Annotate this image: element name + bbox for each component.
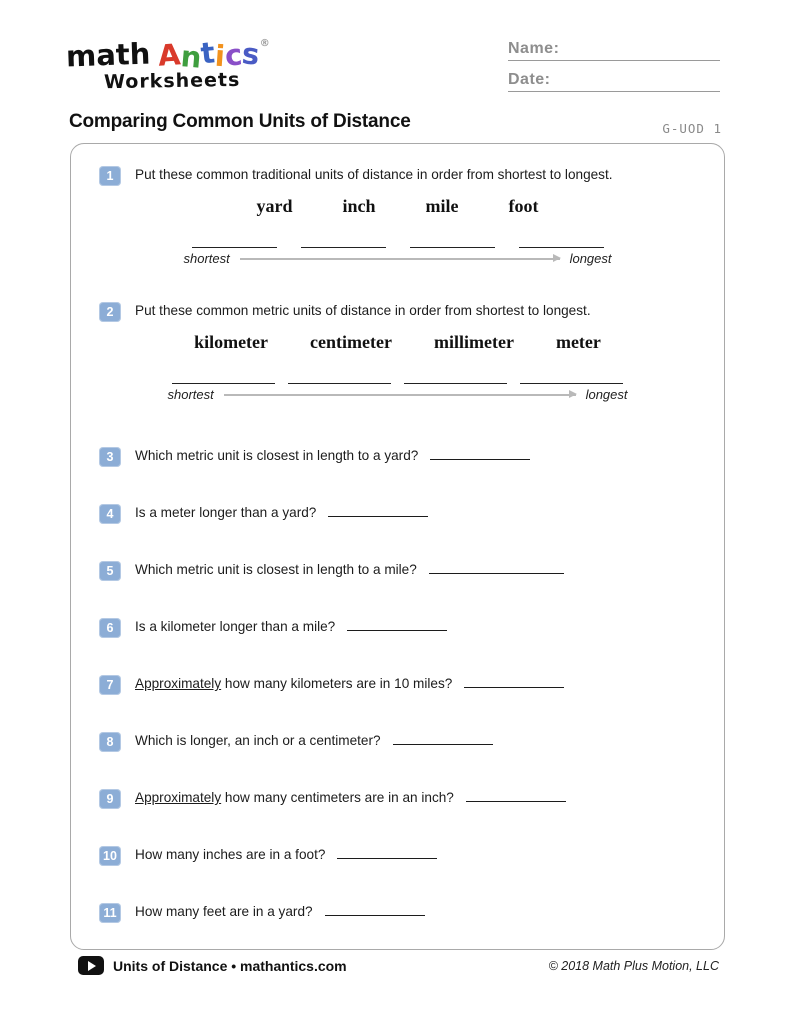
- question-text: How many feet are in a yard?: [135, 902, 425, 922]
- longest-label: longest: [569, 250, 612, 266]
- question-number-badge: 7: [99, 675, 121, 695]
- answer-blank[interactable]: [464, 675, 564, 688]
- question-text: How many inches are in a foot?: [135, 845, 437, 865]
- question-10: [99, 845, 696, 866]
- answer-blank[interactable]: [404, 372, 507, 384]
- answer-blank[interactable]: [288, 372, 391, 384]
- answer-blanks-row: [99, 372, 696, 384]
- question-number-badge: 5: [99, 561, 121, 581]
- answer-blank[interactable]: [301, 236, 386, 248]
- answer-blanks-row: [99, 236, 696, 248]
- question-7: [99, 674, 696, 695]
- question-1: [99, 165, 696, 267]
- longest-label: longest: [585, 386, 628, 402]
- footer-title: Units of Distance • mathantics.com: [113, 957, 347, 974]
- page-title: Comparing Common Units of Distance: [69, 111, 411, 132]
- question-11: [99, 902, 696, 923]
- logo-worksheets-text: Worksheets: [103, 68, 241, 94]
- unit-word: meter: [555, 331, 601, 352]
- registered-trademark-icon: ®: [259, 38, 270, 49]
- question-number-badge: 10: [99, 846, 121, 866]
- unit-word: foot: [508, 195, 539, 216]
- question-number-badge: 2: [99, 302, 121, 322]
- shortest-label: shortest: [167, 386, 214, 402]
- unit-word-bank: [99, 193, 696, 219]
- answer-blank[interactable]: [410, 236, 495, 248]
- logo-wordmark: [65, 35, 286, 75]
- question-text: Which is longer, an inch or a centimeter?: [135, 731, 493, 751]
- answer-blank[interactable]: [192, 236, 277, 248]
- answer-blank[interactable]: [393, 732, 493, 745]
- question-9: [99, 788, 696, 809]
- question-5: [99, 560, 696, 581]
- answer-blank[interactable]: [429, 561, 564, 574]
- answer-blank[interactable]: [328, 504, 428, 517]
- question-number-badge: 3: [99, 447, 121, 467]
- play-icon: [78, 956, 104, 975]
- question-2: [99, 301, 696, 403]
- name-label: Name:: [508, 40, 560, 57]
- unit-word-bank: [99, 329, 696, 355]
- question-text: Approximately how many centimeters are in an inch?: [135, 788, 566, 808]
- question-number-badge: 4: [99, 504, 121, 524]
- header-fields: [508, 40, 720, 102]
- question-3: [99, 446, 696, 467]
- copyright-text: © 2018 Math Plus Motion, LLC: [548, 958, 719, 973]
- question-number-badge: 8: [99, 732, 121, 752]
- unit-word: kilometer: [194, 331, 269, 352]
- right-arrow-icon: [240, 258, 560, 260]
- question-text: Which metric unit is closest in length to a yard?: [135, 446, 530, 466]
- question-number-badge: 1: [99, 166, 121, 186]
- question-text: Approximately how many kilometers are in 10 miles?: [135, 674, 564, 694]
- date-field[interactable]: [508, 71, 720, 92]
- question-text: Is a meter longer than a yard?: [135, 503, 428, 523]
- logo-antics-text: Antics: [157, 35, 262, 75]
- question-text: Which metric unit is closest in length to a mile?: [135, 560, 564, 580]
- right-arrow-icon: [224, 394, 576, 396]
- unit-word: millimeter: [433, 331, 514, 352]
- answer-blank[interactable]: [337, 846, 437, 859]
- answer-blank[interactable]: [172, 372, 275, 384]
- worksheet-body: [70, 143, 725, 950]
- question-text: Is a kilometer longer than a mile?: [135, 617, 447, 637]
- question-6: [99, 617, 696, 638]
- unit-word: inch: [342, 195, 376, 216]
- question-number-badge: 9: [99, 789, 121, 809]
- answer-blank[interactable]: [466, 789, 566, 802]
- logo-math-text: math: [65, 36, 151, 74]
- shortest-longest-scale: [168, 385, 628, 403]
- question-number-badge: 11: [99, 903, 121, 923]
- name-field[interactable]: [508, 40, 720, 61]
- answer-blank[interactable]: [347, 618, 447, 631]
- answer-blank[interactable]: [520, 372, 623, 384]
- page-footer: [78, 956, 719, 975]
- question-text: Put these common traditional units of distance in order from shortest to longest.: [135, 167, 613, 182]
- footer-brand: [78, 956, 347, 975]
- shortest-longest-scale: [184, 249, 612, 267]
- answer-blank[interactable]: [519, 236, 604, 248]
- date-label: Date:: [508, 71, 551, 88]
- unit-word: yard: [256, 195, 293, 216]
- math-antics-logo: [65, 35, 286, 94]
- question-8: [99, 731, 696, 752]
- question-4: [99, 503, 696, 524]
- worksheet-code: G-UOD 1: [662, 121, 722, 136]
- question-number-badge: 6: [99, 618, 121, 638]
- unit-word: mile: [425, 195, 459, 216]
- answer-blank[interactable]: [325, 903, 425, 916]
- question-text: Put these common metric units of distance in order from shortest to longest.: [135, 303, 591, 318]
- shortest-label: shortest: [183, 250, 230, 266]
- answer-blank[interactable]: [430, 447, 530, 460]
- unit-word: centimeter: [310, 331, 392, 352]
